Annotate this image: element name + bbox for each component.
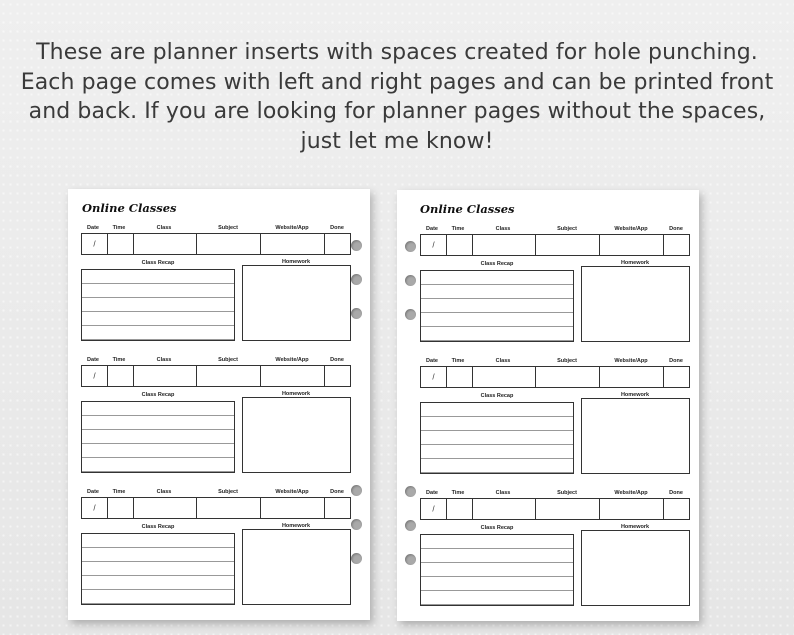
class-header: Class — [156, 357, 172, 363]
class-header: Class — [495, 226, 511, 232]
subject-cell — [536, 499, 600, 519]
homework-box — [242, 265, 351, 341]
class-info-row — [81, 365, 351, 387]
homework-label: Homework — [620, 392, 650, 398]
hole-punch — [405, 554, 416, 565]
homework-label: Homework — [281, 391, 311, 397]
hole-punch — [351, 519, 362, 530]
done-cell — [325, 234, 350, 254]
date-cell — [82, 234, 108, 254]
subject-cell — [197, 234, 261, 254]
class-recap-box — [420, 534, 574, 606]
class-entry-block — [81, 357, 351, 482]
date-slash: / — [432, 504, 435, 514]
date-slash: / — [93, 239, 96, 249]
done-header: Done — [669, 358, 683, 364]
class-recap-label: Class Recap — [480, 393, 514, 399]
date-cell — [421, 235, 447, 255]
date-slash: / — [93, 371, 96, 381]
hole-punch — [405, 520, 416, 531]
class-recap-box — [81, 269, 235, 341]
website-header: Website/App — [275, 225, 309, 231]
date-slash: / — [432, 240, 435, 250]
class-header: Class — [495, 490, 511, 496]
time-header: Time — [451, 358, 465, 364]
date-header: Date — [87, 225, 99, 231]
hole-punch — [351, 553, 362, 564]
hole-punch — [351, 485, 362, 496]
website-header: Website/App — [275, 489, 309, 495]
hole-punch — [405, 275, 416, 286]
done-cell — [325, 366, 350, 386]
homework-box — [581, 266, 690, 342]
date-slash: / — [93, 503, 96, 513]
time-cell — [108, 366, 134, 386]
homework-box — [581, 530, 690, 606]
homework-box — [242, 529, 351, 605]
subject-header: Subject — [557, 226, 577, 232]
time-cell — [447, 499, 473, 519]
homework-label: Homework — [281, 523, 311, 529]
subject-header: Subject — [218, 357, 238, 363]
date-cell — [421, 499, 447, 519]
done-cell — [664, 367, 689, 387]
homework-box — [581, 398, 690, 474]
class-entry-block — [420, 226, 690, 351]
homework-label: Homework — [620, 524, 650, 530]
done-header: Done — [669, 226, 683, 232]
class-entry-block — [420, 490, 690, 615]
website-cell — [261, 498, 325, 518]
date-cell — [421, 367, 447, 387]
website-header: Website/App — [614, 226, 648, 232]
done-cell — [664, 499, 689, 519]
class-entry-block — [81, 489, 351, 614]
class-recap-label: Class Recap — [141, 260, 175, 266]
class-info-row — [81, 497, 351, 519]
website-header: Website/App — [275, 357, 309, 363]
class-entry-block — [420, 358, 690, 483]
done-cell — [325, 498, 350, 518]
date-header: Date — [426, 358, 438, 364]
page-title: Online Classes — [420, 202, 515, 216]
date-header: Date — [426, 226, 438, 232]
class-recap-box — [420, 402, 574, 474]
subject-cell — [536, 367, 600, 387]
hole-punch — [351, 308, 362, 319]
homework-box — [242, 397, 351, 473]
done-header: Done — [330, 357, 344, 363]
time-header: Time — [112, 357, 126, 363]
class-header: Class — [495, 358, 511, 364]
promo-headline: These are planner inserts with spaces created for hole punching. Each page comes with left and right pages and can be printed front and back. If you are looking for planner pages without the spaces, just let me know! — [20, 40, 774, 154]
right-planner-page — [397, 190, 699, 621]
subject-cell — [197, 366, 261, 386]
time-header: Time — [451, 490, 465, 496]
homework-label: Homework — [281, 259, 311, 265]
class-cell — [473, 235, 536, 255]
time-header: Time — [451, 226, 465, 232]
class-recap-box — [81, 401, 235, 473]
website-cell — [261, 234, 325, 254]
class-recap-box — [81, 533, 235, 605]
class-cell — [134, 498, 197, 518]
hole-punch — [351, 274, 362, 285]
subject-cell — [536, 235, 600, 255]
date-cell — [82, 366, 108, 386]
class-cell — [134, 366, 197, 386]
class-recap-label: Class Recap — [141, 524, 175, 530]
time-header: Time — [112, 225, 126, 231]
homework-label: Homework — [620, 260, 650, 266]
time-cell — [108, 234, 134, 254]
date-header: Date — [87, 489, 99, 495]
time-cell — [108, 498, 134, 518]
date-slash: / — [432, 372, 435, 382]
class-cell — [473, 499, 536, 519]
date-cell — [82, 498, 108, 518]
website-header: Website/App — [614, 358, 648, 364]
website-cell — [600, 367, 664, 387]
done-cell — [664, 235, 689, 255]
left-planner-page — [68, 189, 370, 620]
class-recap-label: Class Recap — [480, 525, 514, 531]
subject-header: Subject — [557, 358, 577, 364]
class-header: Class — [156, 489, 172, 495]
done-header: Done — [330, 225, 344, 231]
hole-punch — [405, 309, 416, 320]
class-info-row — [420, 234, 690, 256]
class-header: Class — [156, 225, 172, 231]
page-title: Online Classes — [82, 201, 177, 215]
done-header: Done — [330, 489, 344, 495]
class-info-row — [81, 233, 351, 255]
hole-punch — [405, 486, 416, 497]
class-entry-block — [81, 225, 351, 350]
hole-punch — [351, 240, 362, 251]
website-cell — [261, 366, 325, 386]
class-cell — [473, 367, 536, 387]
class-cell — [134, 234, 197, 254]
website-header: Website/App — [614, 490, 648, 496]
date-header: Date — [426, 490, 438, 496]
website-cell — [600, 499, 664, 519]
website-cell — [600, 235, 664, 255]
class-recap-label: Class Recap — [141, 392, 175, 398]
subject-cell — [197, 498, 261, 518]
subject-header: Subject — [218, 489, 238, 495]
subject-header: Subject — [218, 225, 238, 231]
class-recap-box — [420, 270, 574, 342]
class-info-row — [420, 498, 690, 520]
class-recap-label: Class Recap — [480, 261, 514, 267]
time-header: Time — [112, 489, 126, 495]
subject-header: Subject — [557, 490, 577, 496]
done-header: Done — [669, 490, 683, 496]
time-cell — [447, 235, 473, 255]
hole-punch — [405, 241, 416, 252]
time-cell — [447, 367, 473, 387]
date-header: Date — [87, 357, 99, 363]
class-info-row — [420, 366, 690, 388]
